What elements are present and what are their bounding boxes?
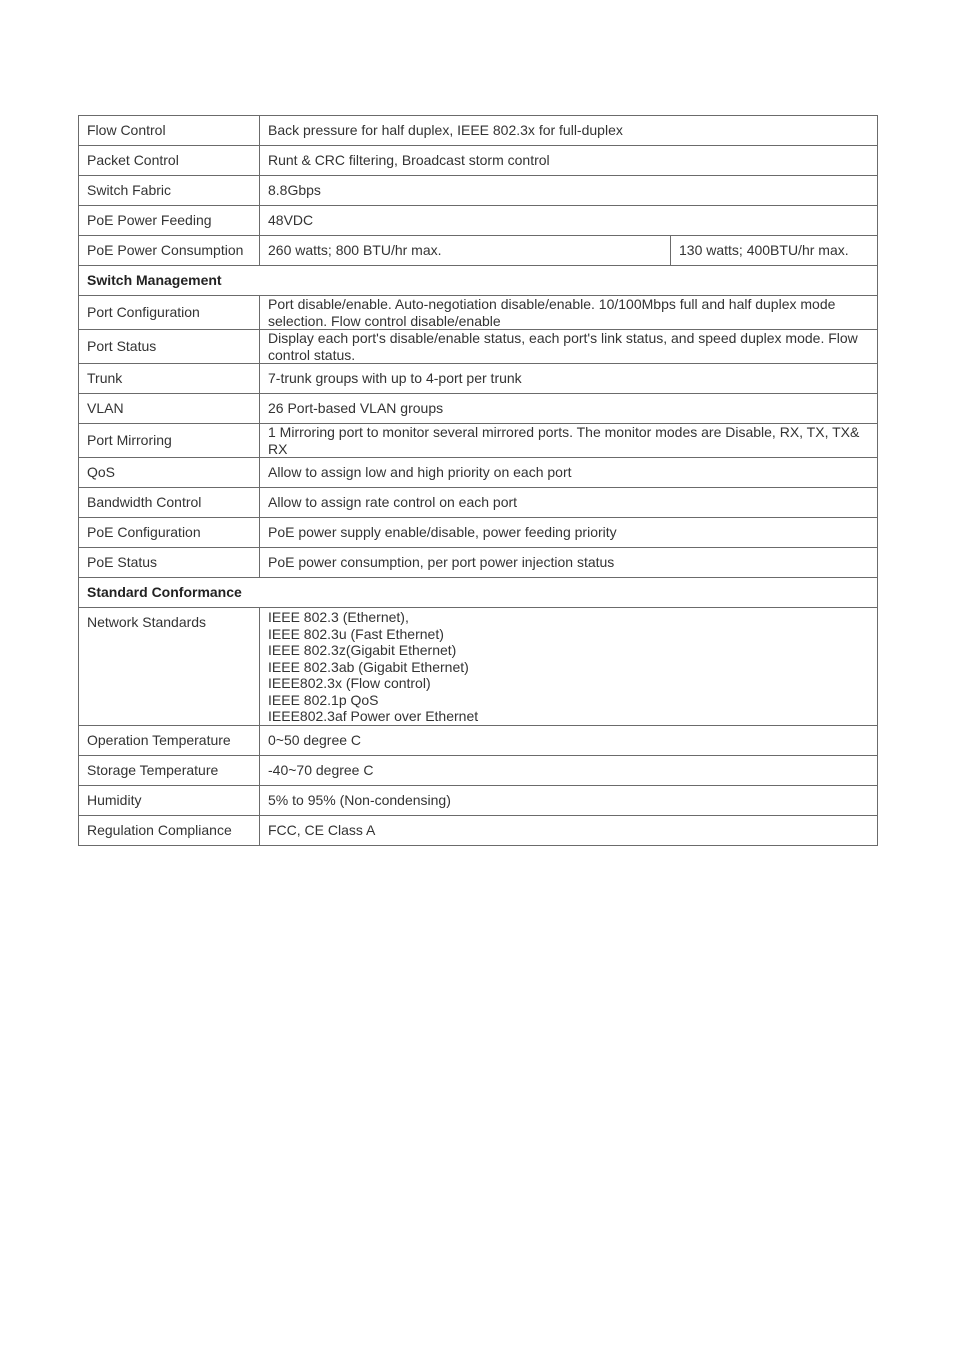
row-label: Packet Control xyxy=(79,146,260,176)
row-value: 48VDC xyxy=(260,206,878,236)
row-label: PoE Power Consumption xyxy=(79,236,260,266)
row-value: 7-trunk groups with up to 4-port per trunk xyxy=(260,364,878,394)
section-header-row xyxy=(79,578,878,608)
row-label: Port Mirroring xyxy=(79,424,260,458)
row-label: Regulation Compliance xyxy=(79,815,260,845)
standard-line: IEEE 802.3ab (Gigabit Ethernet) xyxy=(268,658,469,675)
row-value: -40~70 degree C xyxy=(260,755,878,785)
row-label: Switch Fabric xyxy=(79,176,260,206)
table-row xyxy=(79,296,878,330)
table-row xyxy=(79,725,878,755)
table-row xyxy=(79,458,878,488)
row-value: Port disable/enable. Auto-negotiation disable/enable. 10/100Mbps full and half duplex mode selection. Flow control disable/enable xyxy=(260,296,878,330)
standard-line: IEEE 802.3 (Ethernet), xyxy=(268,609,409,625)
table-row xyxy=(79,146,878,176)
row-value: Allow to assign rate control on each port xyxy=(260,488,878,518)
row-value: PoE power consumption, per port power injection status xyxy=(260,548,878,578)
row-value: Allow to assign low and high priority on each port xyxy=(260,458,878,488)
row-label: Flow Control xyxy=(79,116,260,146)
row-value: Runt & CRC filtering, Broadcast storm control xyxy=(260,146,878,176)
standard-line: IEEE 802.3z(Gigabit Ethernet) xyxy=(268,642,457,658)
row-value: 1 Mirroring port to monitor several mirrored ports. The monitor modes are Disable, RX, TX, TX& RX xyxy=(260,424,878,458)
section-title-switch-management: Switch Management xyxy=(79,266,878,296)
section-header-row xyxy=(79,266,878,296)
row-label: PoE Power Feeding xyxy=(79,206,260,236)
row-value: PoE power supply enable/disable, power feeding priority xyxy=(260,518,878,548)
row-value: 0~50 degree C xyxy=(260,725,878,755)
row-value: 5% to 95% (Non-condensing) xyxy=(260,785,878,815)
row-value: Display each port's disable/enable status, each port's link status, and speed duplex mode. Flow control status. xyxy=(260,330,878,364)
table-row xyxy=(79,206,878,236)
standard-line: IEEE802.3x (Flow control) xyxy=(268,675,431,691)
table-row xyxy=(79,394,878,424)
table-row xyxy=(79,424,878,458)
row-value: 26 Port-based VLAN groups xyxy=(260,394,878,424)
table-row xyxy=(79,518,878,548)
table-row xyxy=(79,488,878,518)
row-label: PoE Configuration xyxy=(79,518,260,548)
row-label: Port Status xyxy=(79,330,260,364)
row-label: Port Configuration xyxy=(79,296,260,330)
row-label: PoE Status xyxy=(79,548,260,578)
row-label: Storage Temperature xyxy=(79,755,260,785)
specification-table xyxy=(78,115,878,846)
row-label: VLAN xyxy=(79,394,260,424)
table-row xyxy=(79,608,878,726)
row-value-b: 130 watts; 400BTU/hr max. xyxy=(671,236,878,266)
table-row xyxy=(79,176,878,206)
table-row xyxy=(79,785,878,815)
row-label: Bandwidth Control xyxy=(79,488,260,518)
table-row xyxy=(79,364,878,394)
table-row xyxy=(79,815,878,845)
table-row xyxy=(79,236,878,266)
row-value-a: 260 watts; 800 BTU/hr max. xyxy=(260,236,671,266)
section-title-standard-conformance: Standard Conformance xyxy=(79,578,878,608)
table-row xyxy=(79,116,878,146)
row-value: FCC, CE Class A xyxy=(260,815,878,845)
row-label: Humidity xyxy=(79,785,260,815)
standard-line: IEEE 802.1p QoS xyxy=(268,691,379,708)
table-row xyxy=(79,755,878,785)
row-value: 8.8Gbps xyxy=(260,176,878,206)
network-standards-list xyxy=(260,608,878,726)
table-row xyxy=(79,330,878,364)
standard-line: IEEE 802.3u (Fast Ethernet) xyxy=(268,625,444,642)
row-label: Trunk xyxy=(79,364,260,394)
standard-line: IEEE802.3af Power over Ethernet xyxy=(268,708,479,724)
row-label: QoS xyxy=(79,458,260,488)
row-label: Operation Temperature xyxy=(79,725,260,755)
table-row xyxy=(79,548,878,578)
row-label: Network Standards xyxy=(79,608,260,726)
row-value: Back pressure for half duplex, IEEE 802.3x for full-duplex xyxy=(260,116,878,146)
